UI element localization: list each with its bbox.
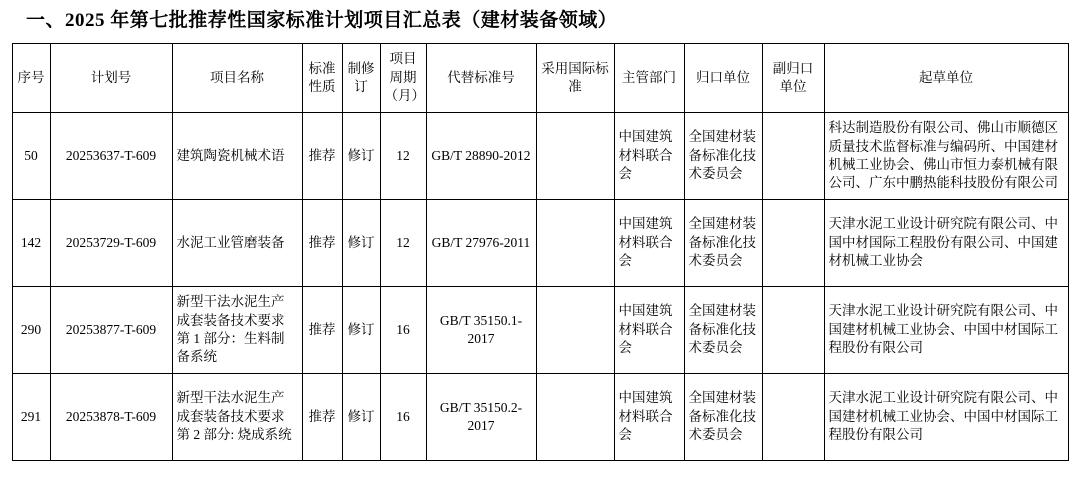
cell-seq: 142 [12, 199, 50, 286]
cell-period: 16 [380, 373, 426, 460]
cell-owner-unit: 全国建材装备标准化技术委员会 [684, 199, 762, 286]
cell-owner-unit: 全国建材装备标准化技术委员会 [684, 286, 762, 373]
cell-sub-owner-unit [762, 199, 824, 286]
cell-drafting-unit: 天津水泥工业设计研究院有限公司、中国建材机械工业协会、中国中材国际工程股份有限公司 [824, 373, 1068, 460]
cell-project-name: 水泥工业管磨装备 [172, 199, 302, 286]
cell-project-name: 新型干法水泥生产成套装备技术要求 第 2 部分: 烧成系统 [172, 373, 302, 460]
cell-period: 12 [380, 112, 426, 199]
table-header-row [12, 43, 1068, 112]
cell-sub-owner-unit [762, 373, 824, 460]
cell-drafting-unit: 天津水泥工业设计研究院有限公司、中国中材国际工程股份有限公司、中国建材机械工业协会 [824, 199, 1068, 286]
table-row [12, 286, 1068, 373]
cell-sub-owner-unit [762, 286, 824, 373]
cell-adopted-intl-standard [536, 286, 614, 373]
column-header-period: 项目周期（月） [380, 43, 426, 112]
column-header-competent-dept: 主管部门 [614, 43, 684, 112]
cell-competent-dept: 中国建筑材料联合会 [614, 286, 684, 373]
column-header-replaced-standard-no: 代替标准号 [426, 43, 536, 112]
cell-revision: 修订 [342, 199, 380, 286]
cell-standard-nature: 推荐 [302, 286, 342, 373]
cell-plan-no: 20253877-T-609 [50, 286, 172, 373]
cell-owner-unit: 全国建材装备标准化技术委员会 [684, 112, 762, 199]
cell-competent-dept: 中国建筑材料联合会 [614, 112, 684, 199]
column-header-revision: 制修订 [342, 43, 380, 112]
cell-sub-owner-unit [762, 112, 824, 199]
cell-standard-nature: 推荐 [302, 199, 342, 286]
cell-adopted-intl-standard [536, 112, 614, 199]
standards-plan-table [12, 43, 1069, 461]
column-header-owner-unit: 归口单位 [684, 43, 762, 112]
cell-period: 12 [380, 199, 426, 286]
column-header-seq: 序号 [12, 43, 50, 112]
cell-project-name: 新型干法水泥生产成套装备技术要求 第 1 部分：生料制备系统 [172, 286, 302, 373]
cell-seq: 50 [12, 112, 50, 199]
cell-replaced-standard-no: GB/T 35150.1-2017 [426, 286, 536, 373]
cell-standard-nature: 推荐 [302, 373, 342, 460]
cell-plan-no: 20253637-T-609 [50, 112, 172, 199]
cell-seq: 291 [12, 373, 50, 460]
column-header-standard-nature: 标准性质 [302, 43, 342, 112]
page-title: 一、2025 年第七批推荐性国家标准计划项目汇总表（建材装备领域） [26, 10, 618, 31]
column-header-adopted-intl-standard: 采用国际标准 [536, 43, 614, 112]
table-row [12, 112, 1068, 199]
cell-owner-unit: 全国建材装备标准化技术委员会 [684, 373, 762, 460]
cell-revision: 修订 [342, 286, 380, 373]
column-header-drafting-unit: 起草单位 [824, 43, 1068, 112]
cell-plan-no: 20253729-T-609 [50, 199, 172, 286]
column-header-project-name: 项目名称 [172, 43, 302, 112]
cell-competent-dept: 中国建筑材料联合会 [614, 199, 684, 286]
cell-period: 16 [380, 286, 426, 373]
cell-standard-nature: 推荐 [302, 112, 342, 199]
cell-replaced-standard-no: GB/T 28890-2012 [426, 112, 536, 199]
cell-plan-no: 20253878-T-609 [50, 373, 172, 460]
column-header-plan-no: 计划号 [50, 43, 172, 112]
cell-competent-dept: 中国建筑材料联合会 [614, 373, 684, 460]
cell-seq: 290 [12, 286, 50, 373]
table-row [12, 199, 1068, 286]
cell-drafting-unit: 天津水泥工业设计研究院有限公司、中国建材机械工业协会、中国中材国际工程股份有限公司 [824, 286, 1068, 373]
cell-adopted-intl-standard [536, 199, 614, 286]
cell-revision: 修订 [342, 373, 380, 460]
table-row [12, 373, 1068, 460]
column-header-sub-owner-unit: 副归口单位 [762, 43, 824, 112]
cell-project-name: 建筑陶瓷机械术语 [172, 112, 302, 199]
cell-replaced-standard-no: GB/T 35150.2-2017 [426, 373, 536, 460]
cell-adopted-intl-standard [536, 373, 614, 460]
cell-replaced-standard-no: GB/T 27976-2011 [426, 199, 536, 286]
cell-drafting-unit: 科达制造股份有限公司、佛山市顺德区质量技术监督标准与编码所、中国建材机械工业协会、佛山市恒力泰机械有限公司、广东中鹏热能科技股份有限公司 [824, 112, 1068, 199]
cell-revision: 修订 [342, 112, 380, 199]
